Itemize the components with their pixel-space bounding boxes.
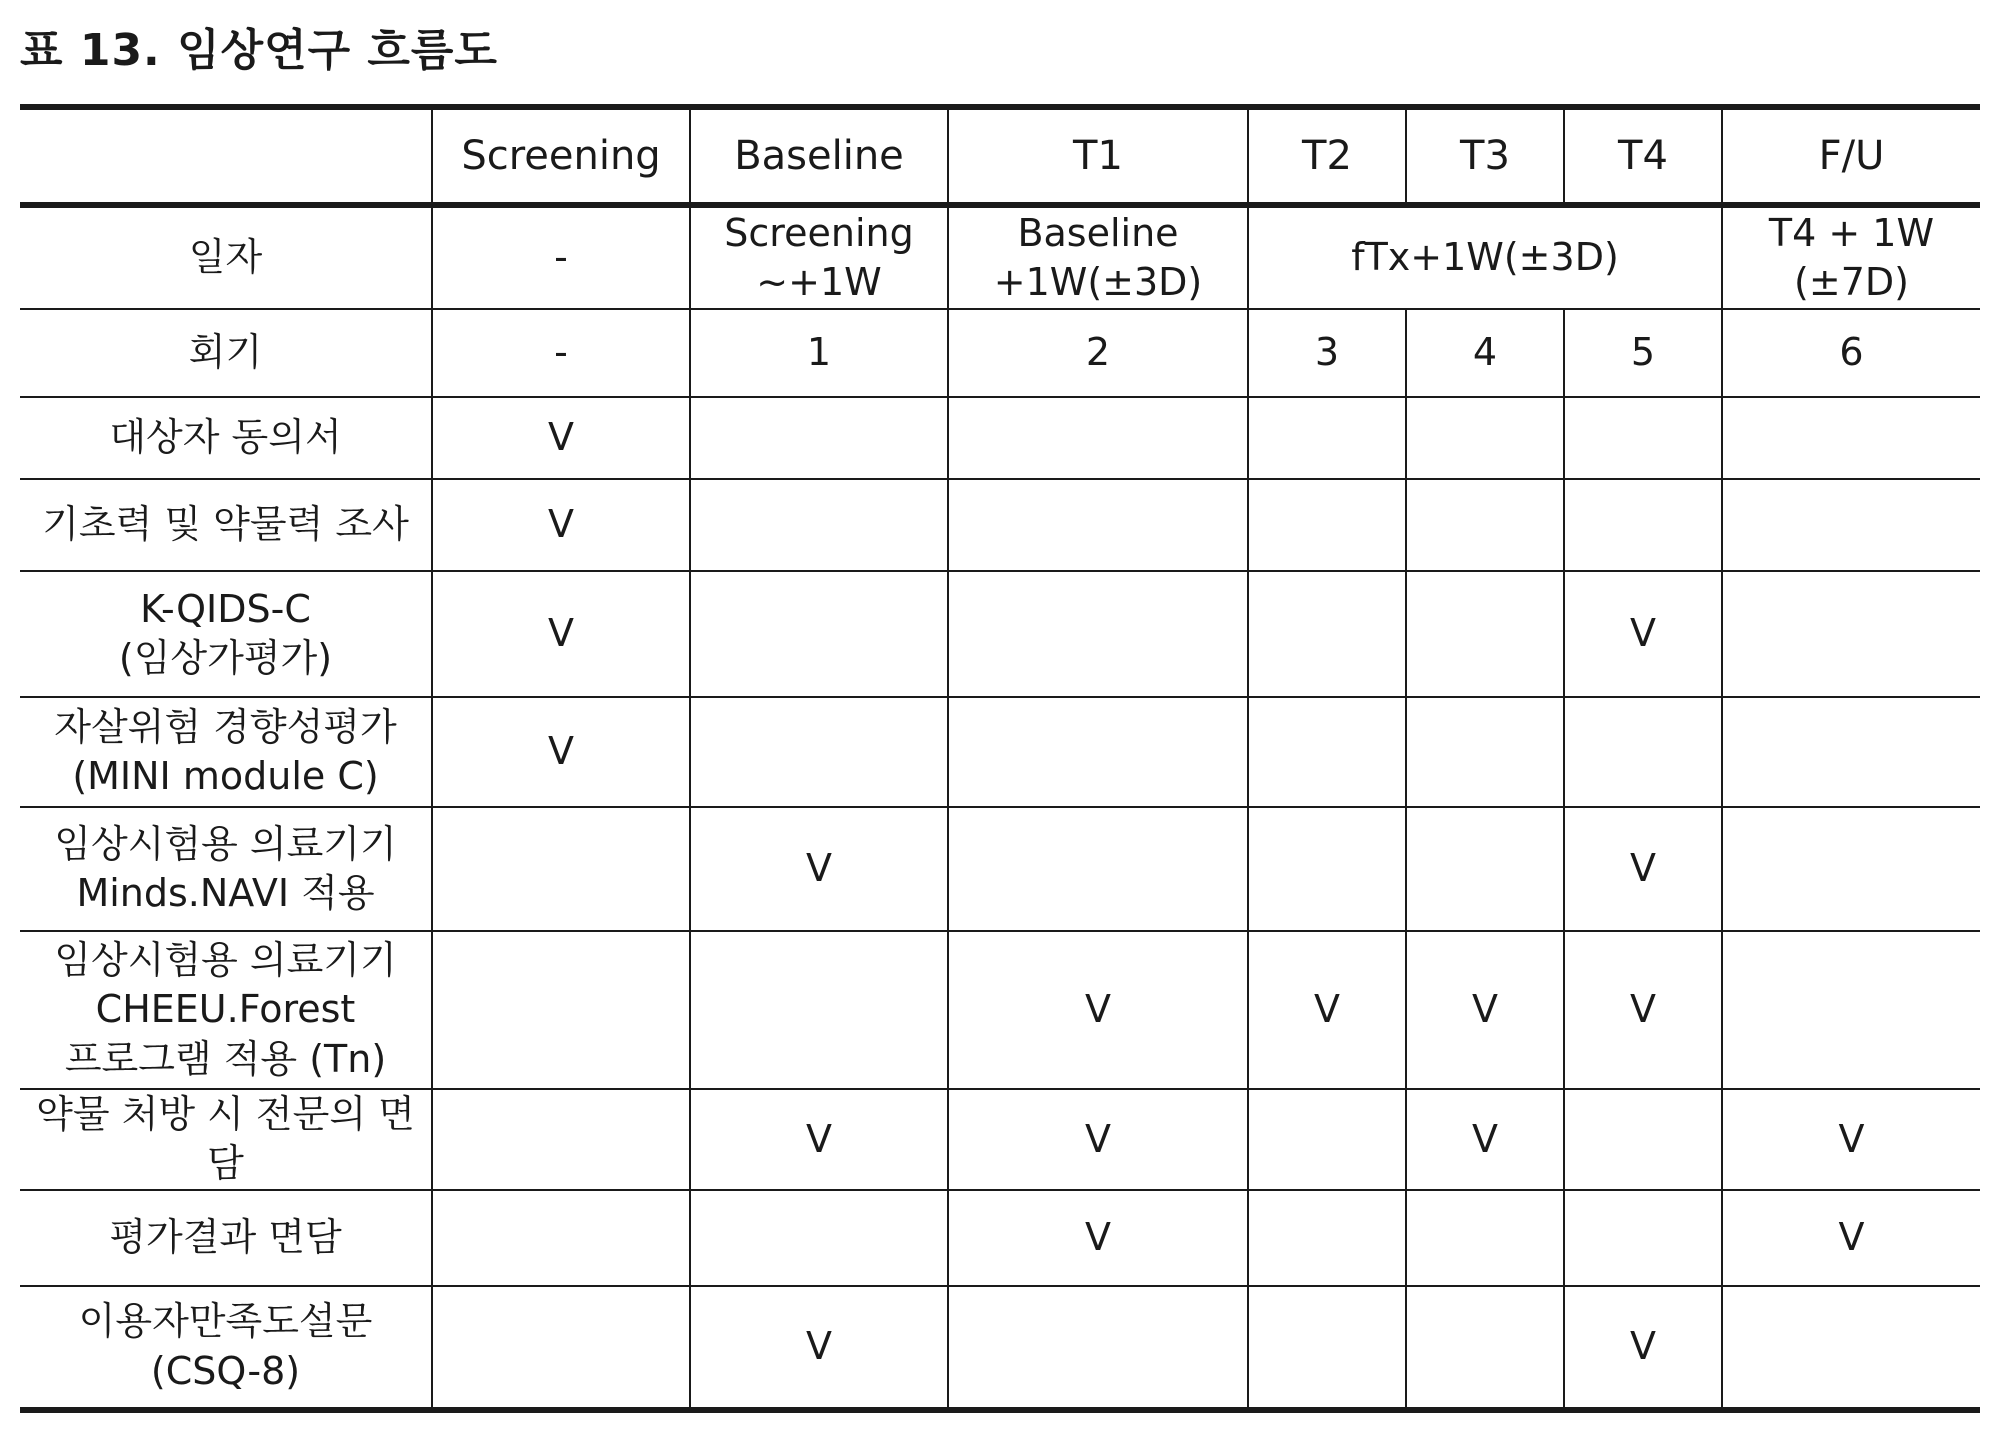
activity-mark-cell — [1248, 571, 1406, 697]
session-cell: 1 — [690, 309, 948, 397]
activity-label-line: K-QIDS-C — [140, 586, 311, 631]
activity-row — [20, 807, 1980, 931]
date-row — [20, 205, 1980, 309]
activity-mark-cell — [1406, 397, 1564, 479]
activity-mark-cell — [690, 397, 948, 479]
header-t2: T2 — [1248, 107, 1406, 205]
activity-mark-cell — [1406, 1286, 1564, 1410]
activity-label-line: 프로그램 적용 (Tn) — [64, 1036, 387, 1081]
activity-mark-cell: V — [690, 1286, 948, 1410]
activity-row — [20, 479, 1980, 571]
activity-mark-cell — [1564, 479, 1722, 571]
activity-mark-cell — [1722, 931, 1980, 1089]
date-t2-t4: fTx+1W(±3D) — [1248, 205, 1722, 309]
activity-mark-cell — [1406, 697, 1564, 807]
activity-label-line: Minds.NAVI 적용 — [76, 871, 375, 915]
activity-mark-cell: V — [432, 479, 690, 571]
activity-mark-cell — [1722, 1286, 1980, 1410]
header-baseline: Baseline — [690, 107, 948, 205]
activity-mark-cell — [948, 479, 1248, 571]
date-row-label: 일자 — [20, 205, 432, 309]
session-cell: 4 — [1406, 309, 1564, 397]
date-baseline-line2: ~+1W — [756, 260, 882, 304]
activity-mark-cell — [948, 571, 1248, 697]
activity-label-line: (MINI module C) — [72, 754, 379, 798]
activity-mark-cell — [432, 931, 690, 1089]
date-fu-line2: (±7D) — [1794, 260, 1909, 304]
session-cell: 5 — [1564, 309, 1722, 397]
activity-mark-cell — [432, 1190, 690, 1286]
activity-row — [20, 1190, 1980, 1286]
activity-mark-cell: V — [1406, 931, 1564, 1089]
header-t3: T3 — [1406, 107, 1564, 205]
activity-label — [20, 807, 432, 931]
activity-label-line: 자살위험 경향성평가 — [54, 704, 397, 749]
activity-mark-cell — [432, 1286, 690, 1410]
date-screening: - — [432, 205, 690, 309]
activity-label — [20, 479, 432, 571]
date-t1-line2: +1W(±3D) — [993, 260, 1203, 304]
activity-mark-cell — [690, 479, 948, 571]
clinical-study-flow-table — [20, 104, 1980, 1413]
activity-mark-cell: V — [432, 571, 690, 697]
activity-mark-cell: V — [690, 807, 948, 931]
activity-mark-cell — [1722, 397, 1980, 479]
session-cell: 3 — [1248, 309, 1406, 397]
activity-mark-cell — [1722, 479, 1980, 571]
activity-label-line: 대상자 동의서 — [109, 415, 342, 460]
activity-mark-cell — [1406, 1190, 1564, 1286]
activity-row — [20, 571, 1980, 697]
activity-mark-cell — [690, 571, 948, 697]
activity-mark-cell: V — [1722, 1089, 1980, 1190]
activity-mark-cell — [948, 807, 1248, 931]
activity-mark-cell — [1722, 571, 1980, 697]
activity-label-line: 임상시험용 의료기기 — [54, 937, 397, 982]
activity-label-line: 이용자만족도설문 — [78, 1299, 373, 1344]
activity-mark-cell — [1248, 1286, 1406, 1410]
header-fu: F/U — [1722, 107, 1980, 205]
date-baseline-line1: Screening — [724, 210, 914, 255]
table-title: 표 13. 임상연구 흐름도 — [20, 25, 498, 76]
session-cell: 6 — [1722, 309, 1980, 397]
activity-label — [20, 931, 432, 1089]
activity-mark-cell — [948, 697, 1248, 807]
activity-label-line: 임상시험용 의료기기 — [54, 821, 397, 866]
header-empty-cell — [20, 107, 432, 205]
activity-mark-cell — [1248, 397, 1406, 479]
activity-row — [20, 397, 1980, 479]
activity-mark-cell: V — [690, 1089, 948, 1190]
activity-mark-cell — [1248, 697, 1406, 807]
activity-mark-cell: V — [1248, 931, 1406, 1089]
activity-mark-cell — [1248, 479, 1406, 571]
activity-mark-cell — [1248, 1089, 1406, 1190]
date-fu — [1722, 205, 1980, 309]
activity-mark-cell: V — [1564, 1286, 1722, 1410]
activity-mark-cell — [1564, 397, 1722, 479]
activity-label — [20, 571, 432, 697]
activity-mark-cell — [1406, 571, 1564, 697]
activity-row — [20, 697, 1980, 807]
activity-label — [20, 1190, 432, 1286]
date-baseline — [690, 205, 948, 309]
session-row — [20, 309, 1980, 397]
date-t1 — [948, 205, 1248, 309]
header-row — [20, 107, 1980, 205]
header-t1: T1 — [948, 107, 1248, 205]
activity-mark-cell — [1564, 1190, 1722, 1286]
activity-mark-cell — [432, 1089, 690, 1190]
activity-mark-cell — [1722, 697, 1980, 807]
activity-mark-cell: V — [1406, 1089, 1564, 1190]
activity-mark-cell — [948, 397, 1248, 479]
session-cell: 2 — [948, 309, 1248, 397]
activity-label — [20, 397, 432, 479]
activity-label — [20, 1089, 432, 1190]
activity-label-line: 평가결과 면담 — [109, 1215, 342, 1260]
activity-label-line: (CSQ-8) — [150, 1348, 301, 1393]
activity-mark-cell — [1406, 807, 1564, 931]
activity-mark-cell: V — [1564, 807, 1722, 931]
header-t4: T4 — [1564, 107, 1722, 205]
activity-label-line: 약물 처방 시 전문의 면담 — [36, 1092, 415, 1186]
activity-mark-cell: V — [1564, 931, 1722, 1089]
activity-mark-cell — [1722, 807, 1980, 931]
activity-mark-cell — [948, 1286, 1248, 1410]
activity-label-line: 기초력 및 약물력 조사 — [42, 502, 409, 547]
activity-mark-cell: V — [948, 931, 1248, 1089]
session-row-label: 회기 — [20, 309, 432, 397]
activity-mark-cell: V — [1564, 571, 1722, 697]
activity-label — [20, 697, 432, 807]
activity-label — [20, 1286, 432, 1410]
activity-mark-cell: V — [432, 697, 690, 807]
session-cell: - — [432, 309, 690, 397]
activity-mark-cell — [1564, 697, 1722, 807]
activity-mark-cell — [690, 697, 948, 807]
date-t1-line1: Baseline — [1017, 210, 1179, 255]
activity-mark-cell — [690, 1190, 948, 1286]
activity-mark-cell — [432, 807, 690, 931]
date-fu-line1: T4 + 1W — [1768, 210, 1935, 255]
activity-row — [20, 1286, 1980, 1410]
activity-mark-cell — [690, 931, 948, 1089]
activity-row — [20, 931, 1980, 1089]
activity-mark-cell — [1248, 807, 1406, 931]
activity-mark-cell: V — [1722, 1190, 1980, 1286]
activity-mark-cell — [1406, 479, 1564, 571]
activity-label-line: (임상가평가) — [118, 636, 333, 680]
activity-mark-cell — [1248, 1190, 1406, 1286]
activity-mark-cell: V — [948, 1190, 1248, 1286]
activity-mark-cell — [1564, 1089, 1722, 1190]
activity-label-line: CHEEU.Forest — [95, 987, 356, 1032]
header-screening: Screening — [432, 107, 690, 205]
activity-row — [20, 1089, 1980, 1190]
activity-mark-cell: V — [948, 1089, 1248, 1190]
activity-mark-cell: V — [432, 397, 690, 479]
